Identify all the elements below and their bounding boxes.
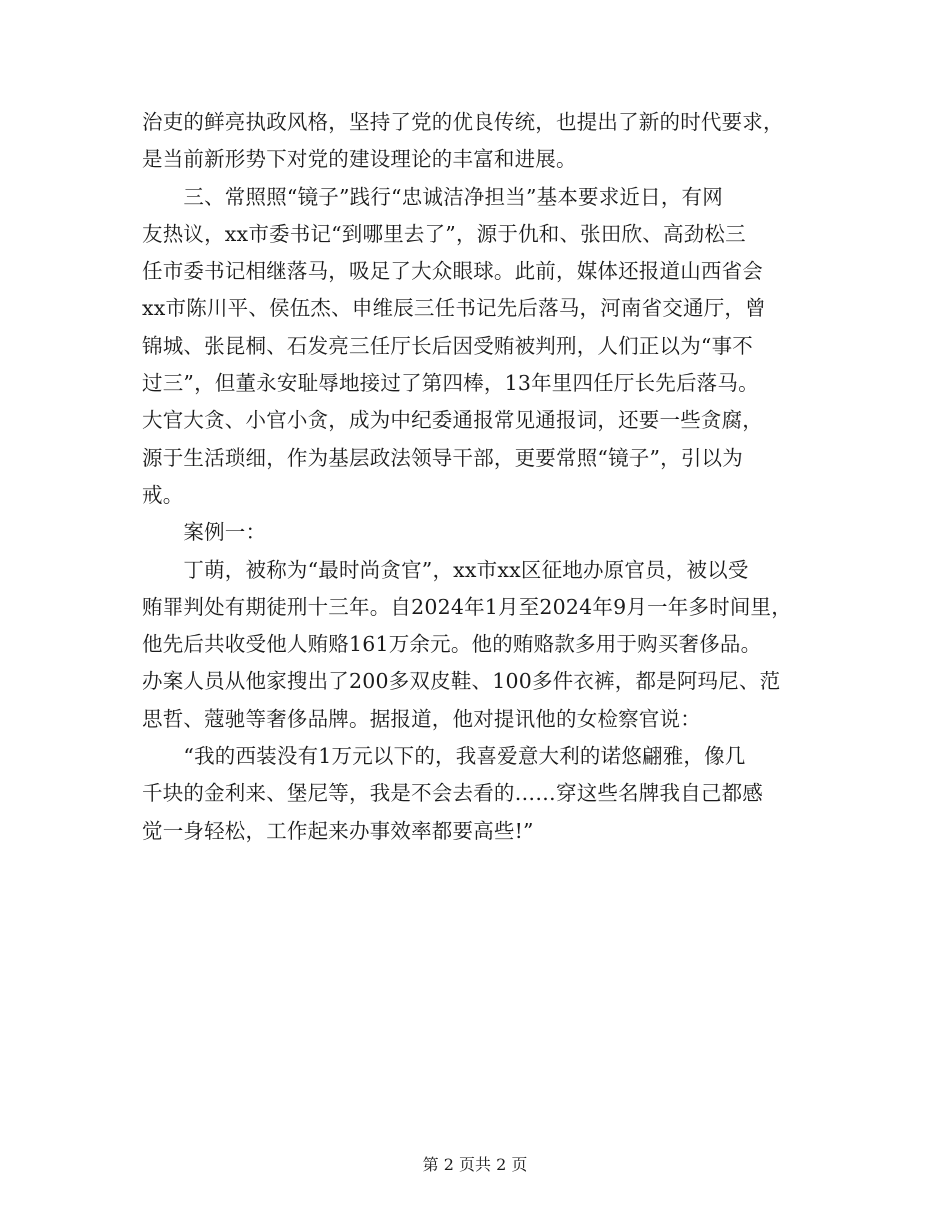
body-text	[142, 104, 822, 850]
text-line: 任市委书记相继落马，吸足了大众眼球。此前，媒体还报道山西省会	[142, 259, 763, 284]
text-line: 三、常照照“镜子”践行“忠诚洁净担当”基本要求近日，有网	[142, 184, 723, 209]
page-number-footer: 第 2 页共 2 页	[422, 1155, 528, 1174]
text-line: 办案人员从他家搜出了200多双皮鞋、100多件衣裤，都是阿玛尼、范	[142, 669, 781, 694]
text-line: xx市陈川平、侯伍杰、申维辰三任书记先后落马，河南省交通厅，曾	[142, 296, 766, 321]
text-line: 他先后共收受他人贿赂161万余元。他的贿赂款多用于购买奢侈品。	[142, 632, 762, 657]
text-line: 锦城、张昆桐、石发亮三任厅长后因受贿被判刑，人们正以为“事不	[142, 333, 753, 358]
text-line: 觉一身轻松，工作起来办事效率都要高些!”	[142, 818, 534, 843]
text-line: 友热议，xx市委书记“到哪里去了”，源于仇和、张田欣、高劲松三	[142, 221, 746, 246]
text-line: 过三”，但董永安耻辱地接过了第四棒，13年里四任厅长先后落马。	[142, 371, 759, 396]
text-line: “我的西装没有1万元以下的，我喜爱意大利的诺悠翩雅，像几	[142, 744, 746, 769]
text-line: 大官大贪、小官小贪，成为中纪委通报常见通报词，还要一些贪腐，	[142, 408, 763, 433]
text-line: 是当前新形势下对党的建设理论的丰富和进展。	[142, 147, 577, 172]
text-line: 案例一：	[142, 520, 267, 545]
text-line: 源于生活琐细，作为基层政法领导干部，更要常照“镜子”，引以为	[142, 445, 743, 470]
text-line: 戒。	[142, 482, 184, 507]
text-line: 丁萌，被称为“最时尚贪官”，xx市xx区征地办原官员，被以受	[142, 557, 749, 582]
text-line: 思哲、蔻驰等奢侈品牌。据报道，他对提讯他的女检察官说：	[142, 706, 701, 731]
text-line: 千块的金利来、堡尼等，我是不会去看的……穿这些名牌我自己都感	[142, 781, 763, 806]
text-line: 治吏的鲜亮执政风格，坚持了党的优良传统，也提出了新的时代要求，	[142, 110, 784, 134]
text-line: 贿罪判处有期徒刑十三年。自2024年1月至2024年9月一年多时间里，	[142, 594, 792, 619]
